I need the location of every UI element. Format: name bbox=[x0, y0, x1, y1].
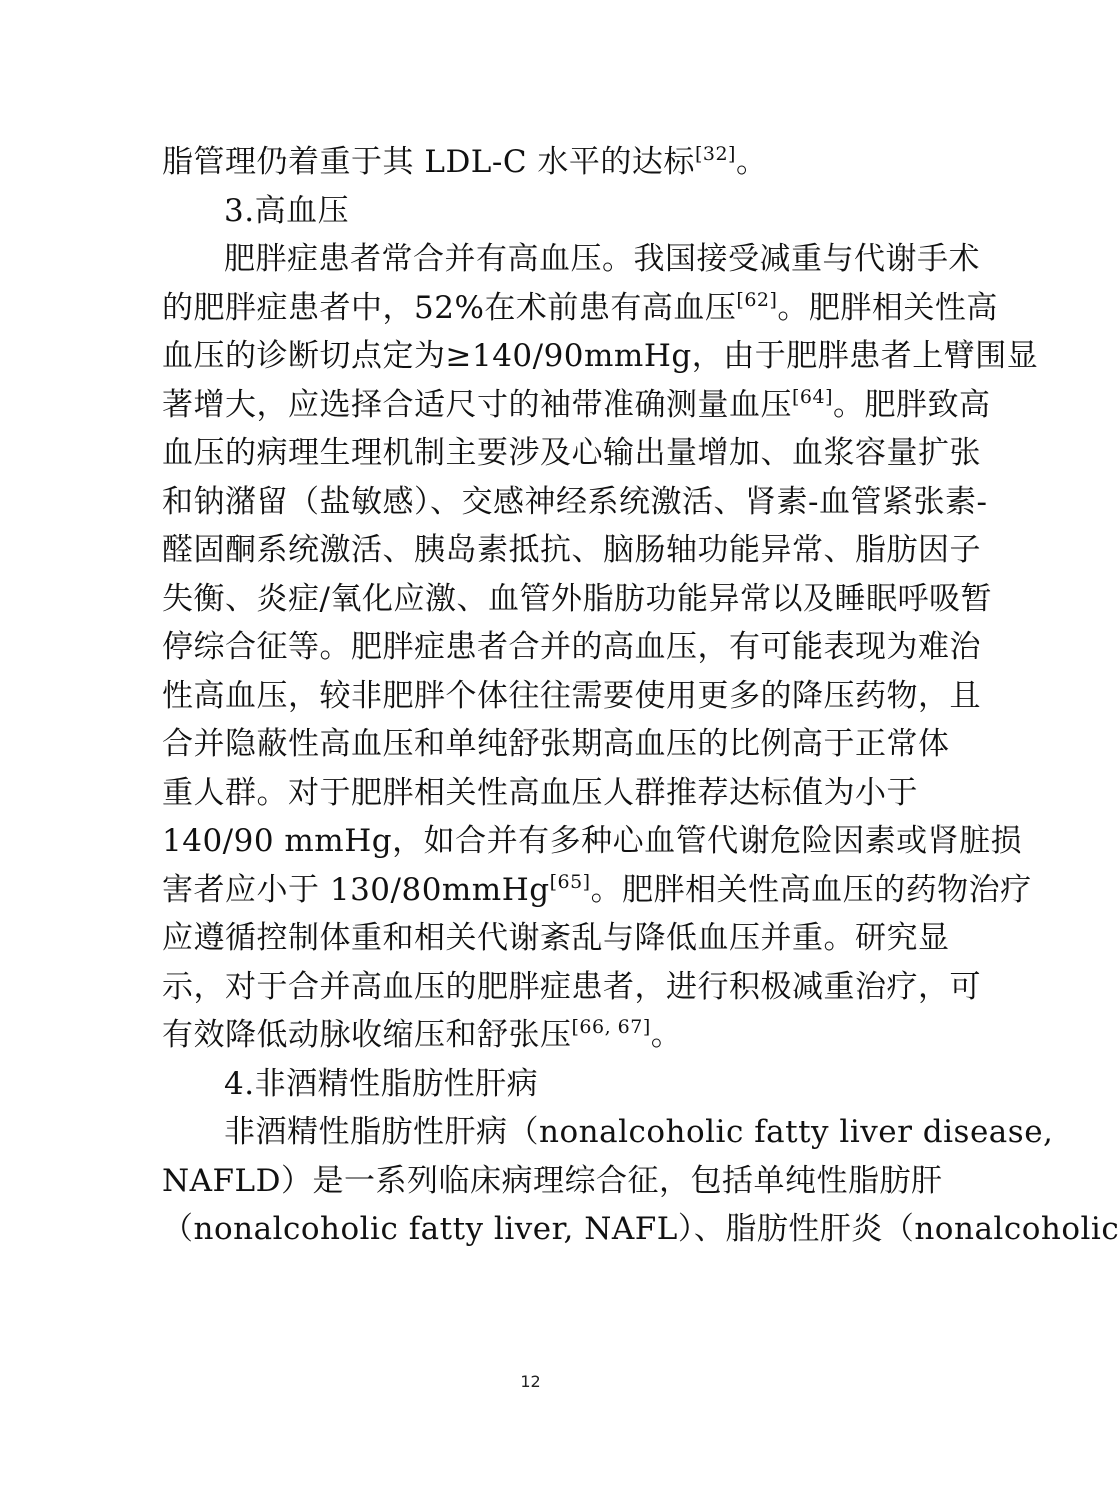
line-text: 停综合征等。肥胖症患者合并的高血压，有可能表现为难治 bbox=[162, 629, 981, 665]
line-text: 示，对于合并高血压的肥胖症患者，进行积极减重治疗，可 bbox=[162, 968, 981, 1005]
line-text: 失衡、炎症/氧化应激、血管外脂肪功能异常以及睡眠呼吸暂 bbox=[162, 580, 992, 617]
line-text: 著增大，应选择合适尺寸的袖带准确测量血压 bbox=[162, 386, 792, 423]
text-line bbox=[162, 478, 988, 527]
text-line bbox=[162, 526, 981, 575]
line-text: 血压的诊断切点定为≥140/90mmHg，由于肥胖患者上臂围显 bbox=[162, 338, 1039, 374]
page-number: 12 bbox=[520, 1372, 541, 1391]
text-line bbox=[162, 575, 992, 624]
line-text: （nonalcoholic fatty liver, NAFL）、脂肪性肝炎（nonalcoholic bbox=[162, 1211, 1119, 1247]
text-line bbox=[162, 963, 981, 1012]
line-text-tail: 。 bbox=[650, 1017, 683, 1053]
line-text: 重人群。对于肥胖相关性高血压人群推荐达标值为小于 bbox=[162, 774, 918, 811]
text-line bbox=[162, 866, 1032, 915]
citation-superscript: [66, 67] bbox=[571, 1016, 651, 1038]
text-line bbox=[162, 1157, 943, 1206]
text-line bbox=[162, 769, 918, 818]
line-text: 脂管理仍着重于其 LDL-C 水平的达标 bbox=[162, 144, 695, 180]
line-text-tail: 。肥胖相关性高 bbox=[777, 289, 998, 326]
citation-superscript: [32] bbox=[694, 143, 736, 165]
citation-superscript: [64] bbox=[792, 385, 834, 408]
text-line bbox=[162, 187, 902, 236]
line-text: 醛固酮系统激活、胰岛素抵抗、脑肠轴功能异常、脂肪因子 bbox=[162, 532, 981, 568]
text-line bbox=[162, 1108, 1054, 1157]
text-line bbox=[162, 138, 902, 187]
line-text: 非酒精性脂肪性肝病（nonalcoholic fatty liver disease, bbox=[224, 1114, 1054, 1150]
line-text: 有效降低动脉收缩压和舒张压 bbox=[162, 1017, 572, 1053]
line-text: 140/90 mmHg，如合并有多种心血管代谢危险因素或肾脏损 bbox=[162, 823, 1023, 859]
text-line bbox=[162, 623, 981, 672]
text-line bbox=[162, 1011, 902, 1060]
text-line bbox=[162, 381, 991, 430]
line-text: NAFLD）是一系列临床病理综合征，包括单纯性脂肪肝 bbox=[162, 1162, 943, 1199]
text-line bbox=[162, 1060, 902, 1109]
text-line bbox=[162, 332, 1039, 381]
line-text: 性高血压，较非肥胖个体往往需要使用更多的降压药物，且 bbox=[162, 677, 981, 714]
line-text-tail: 。 bbox=[735, 144, 768, 180]
text-line bbox=[162, 817, 1023, 866]
line-text-tail: 。肥胖相关性高血压的药物治疗 bbox=[590, 871, 1032, 908]
line-text: 和钠潴留（盐敏感）、交感神经系统激活、肾素-血管紧张素- bbox=[162, 483, 988, 520]
citation-superscript: [62] bbox=[736, 288, 778, 311]
document-body bbox=[162, 138, 1119, 1254]
text-line bbox=[162, 914, 950, 963]
text-line bbox=[162, 429, 981, 478]
line-text: 血压的病理生理机制主要涉及心输出量增加、血浆容量扩张 bbox=[162, 435, 981, 471]
text-line bbox=[162, 284, 998, 333]
line-text: 3.高血压 bbox=[224, 192, 350, 229]
line-text: 4.非酒精性脂肪性肝病 bbox=[224, 1065, 539, 1102]
text-line bbox=[162, 672, 981, 721]
text-line bbox=[162, 720, 950, 769]
line-text: 的肥胖症患者中，52%在术前患有高血压 bbox=[162, 289, 737, 326]
text-line bbox=[162, 235, 980, 284]
line-text: 应遵循控制体重和相关代谢紊乱与降低血压并重。研究显 bbox=[162, 920, 950, 956]
line-text: 肥胖症患者常合并有高血压。我国接受减重与代谢手术 bbox=[224, 241, 980, 277]
citation-superscript: [65] bbox=[549, 870, 591, 893]
line-text: 合并隐蔽性高血压和单纯舒张期高血压的比例高于正常体 bbox=[162, 726, 950, 762]
line-text: 害者应小于 130/80mmHg bbox=[162, 871, 550, 908]
text-line bbox=[162, 1205, 1119, 1254]
line-text-tail: 。肥胖致高 bbox=[833, 386, 991, 423]
